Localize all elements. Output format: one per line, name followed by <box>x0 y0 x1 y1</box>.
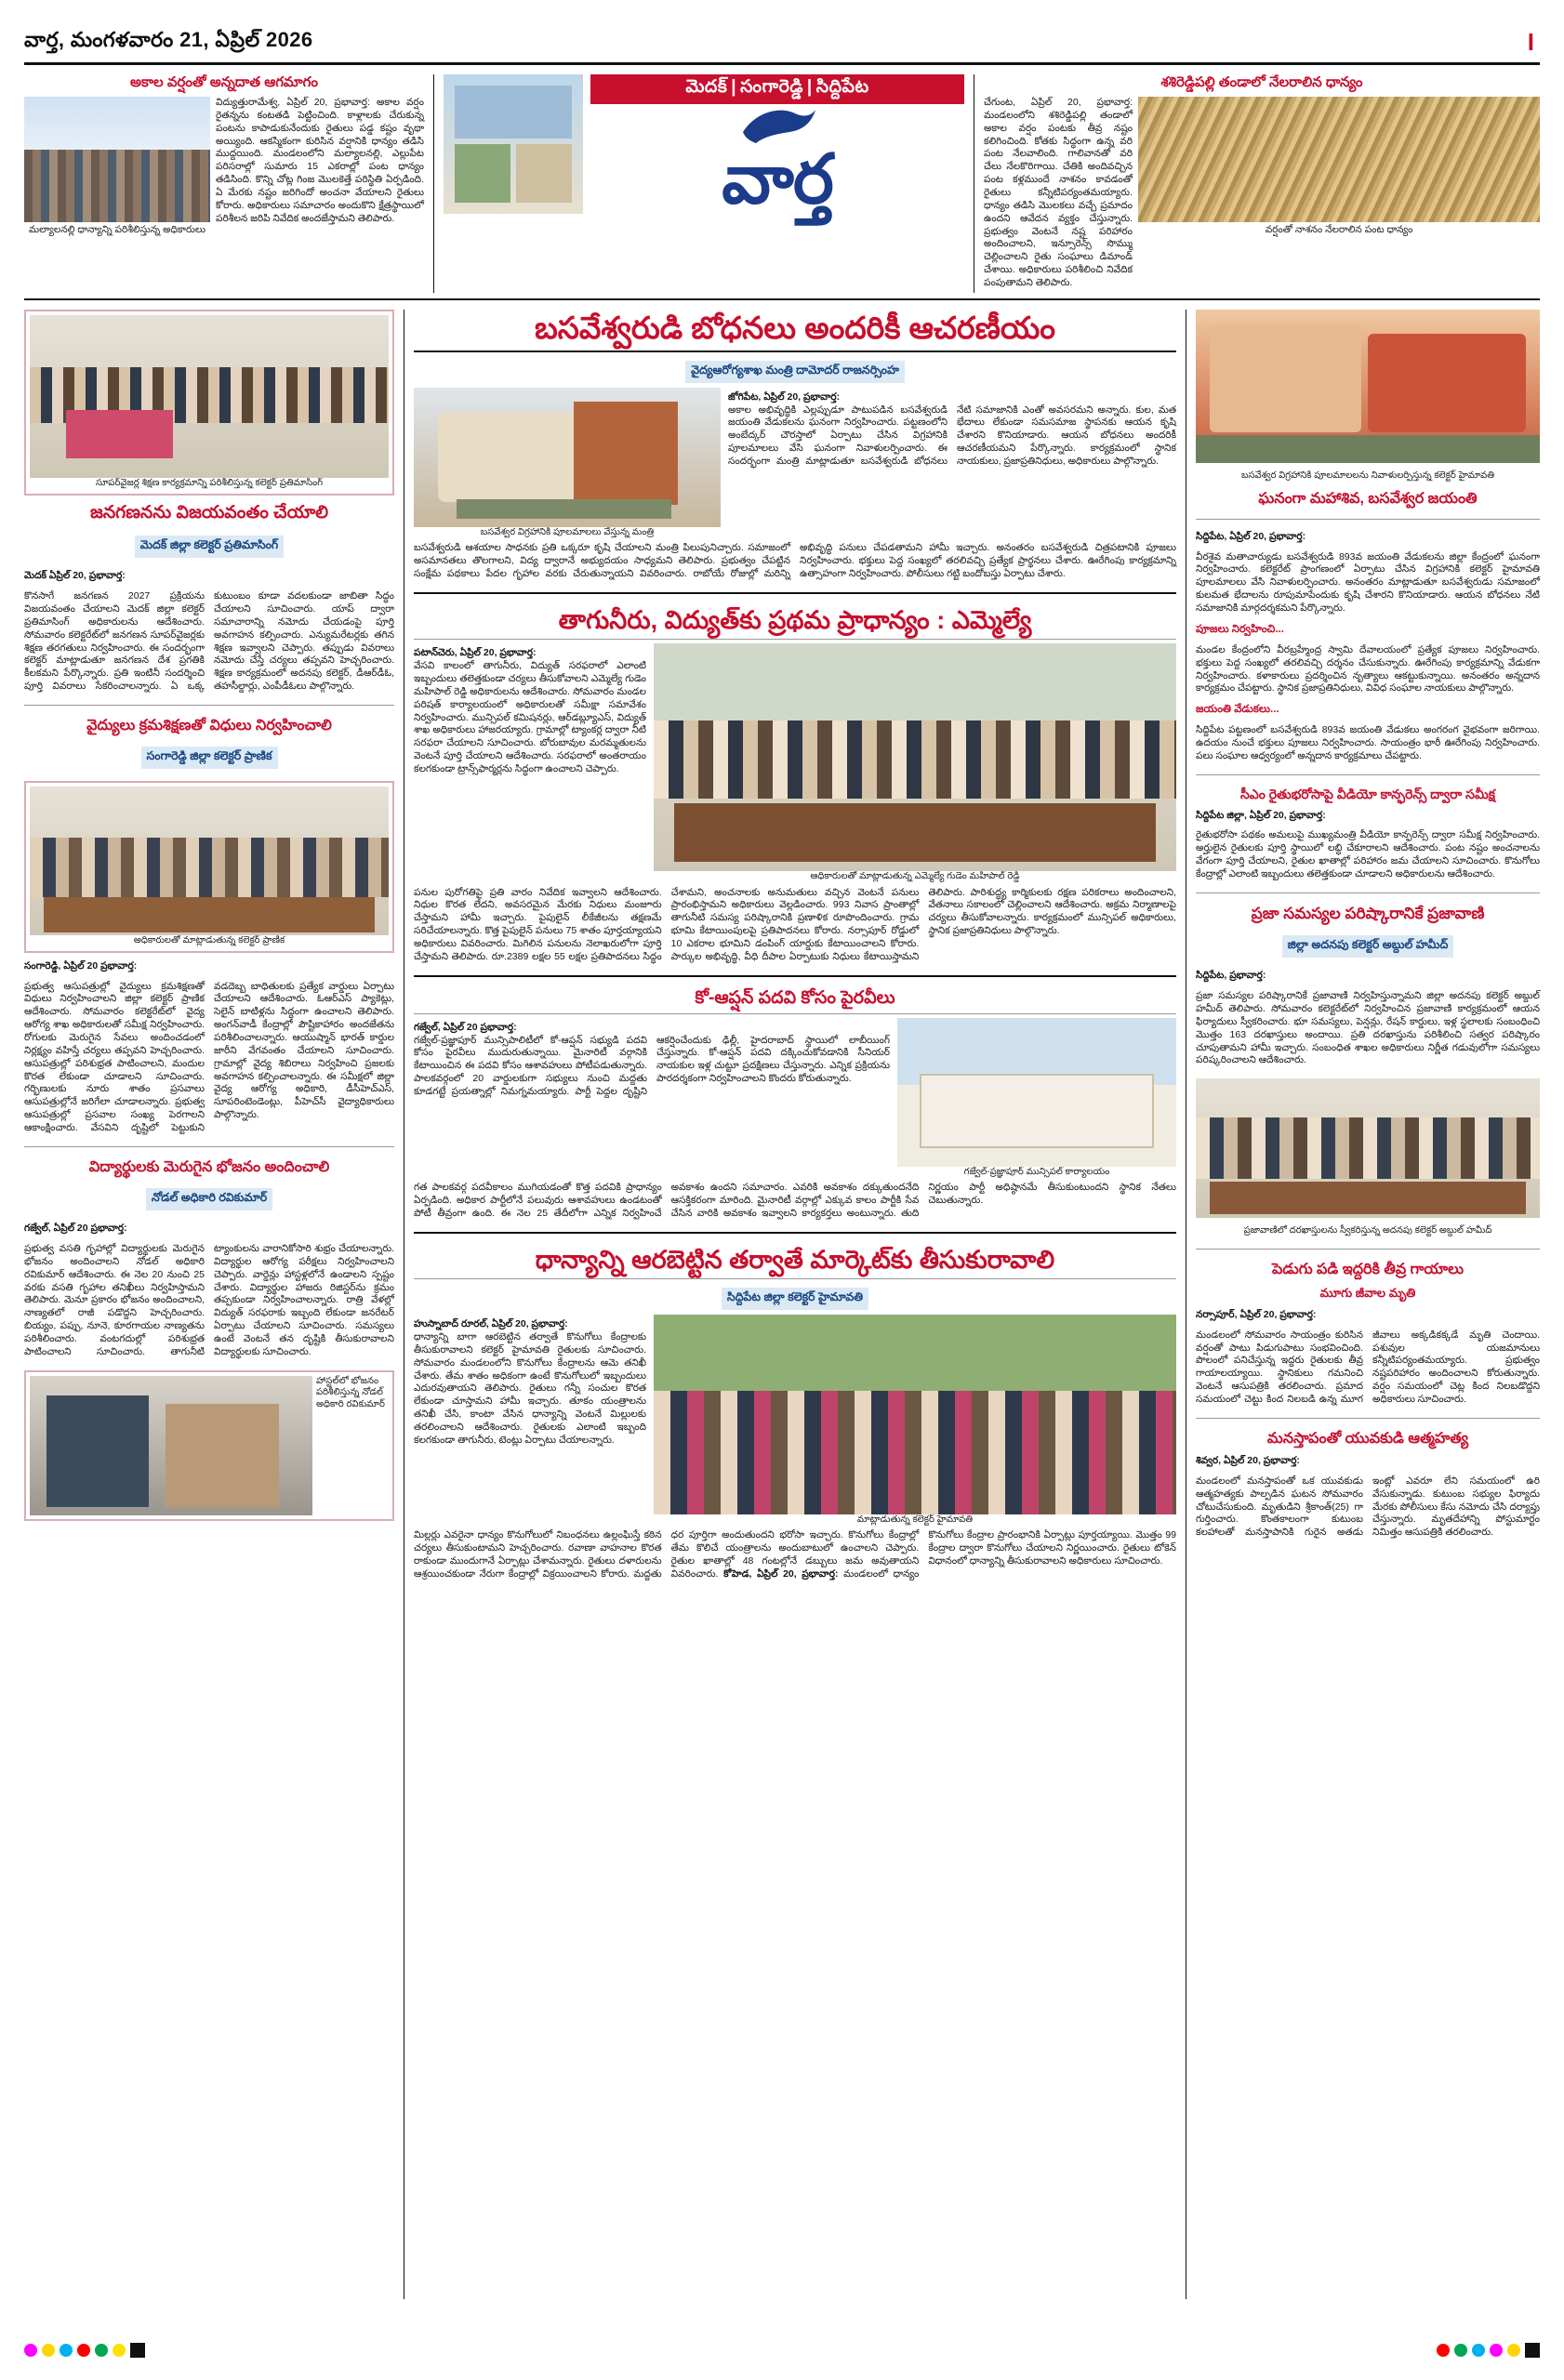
right-item5-body: మండలంలో మనస్తాపంతో ఒక యువకుడు ఆత్మహత్యకు పాల్పడిన ఘటన సోమవారం చోటుచేసుకుంది. మృతుడిని శ్రీకాంత్(25) గా గుర్తించారు. కొంతకాలంగా కుటుంబ కలహాలతో మనస్తాపానికి గురైన అతడు ఇంట్లో ఎవరూ లేని సమయంలో ఉరి వేసుకున్నాడు. కుటుంబ సభ్యుల ఫిర్యాదు మేరకు పోలీసులు కేసు నమోదు చేసి దర్యాప్తు చేస్తున్నారు. మృతదేహాన్ని పోస్టుమార్టం నిమిత్తం ఆసుపత్రికి తరలించారు. <box>1196 1474 1540 1539</box>
water-power-body-2: పనుల పురోగతిపై ప్రతి వారం నివేదిక ఇవ్వాలని ఆదేశించారు. నిధుల కొరత లేదని, అవసరమైన మేరకు నిధులు మంజూరు చేస్తామని హామీ ఇచ్చారు. పైపులైన్ లీకేజీలను తక్షణమే సరిచేయాలన్నారు. కొత్త పైపులైన్ పనులు 75 శాతం పూర్తయ్యాయని అధికారులు వివరించారు. మిగిలిన పనులను నెలాఖరులోగా పూర్తి చేస్తామని తెలిపారు. రూ.2389 లక్షల 55 లక్షల ప్రతిపాదనలు సిద్ధం చేశామని, అంచనాలకు అనుమతులు వచ్చిన వెంటనే పనులు ప్రారంభిస్తామని అధికారులు వెల్లడించారు. 993 నివాస ప్రాంతాల్లో తాగునీటి సమస్య పరిష్కారానికి ప్రణాళిక రూపొందించారు. <box>414 886 920 962</box>
right-item5-headline: మనస్తాపంతో యువకుడి ఆత్మహత్య <box>1266 1430 1469 1447</box>
masthead-bar <box>24 28 1540 65</box>
photo-collector-meeting <box>30 787 389 935</box>
water-power-dateline: పటాన్‌చెరు, ఏప్రిల్ 20, ప్రభావార్త: <box>414 647 537 659</box>
cooption-body-1: గజ్వేల్-ప్రజ్ఞాపూర్ మున్సిపాలిటీలో కో-ఆప్షన్ సభ్యుడి పదవి కోసం పైరవీలు ముదురుతున్నాయి. మైనారిటీ వర్గానికి కేటాయించిన ఈ పదవి కోసం ఆశావహులు పోటీపడుతున్నారు. పాలకవర్గంలో 20 వార్డులకుగా సభ్యులు నుంచి మద్దతు కూడగట్టే ప్రయత్నాల్లో నిమగ్నమయ్యారు. పార్టీ పెద్దల దృష్టిని ఆకర్షించేందుకు ఢిల్లీ, హైదరాబాద్ స్థాయిలో లాబీయింగ్ చేస్తున్నారు. కో-ఆప్షన్ పదవి దక్కించుకోవడానికి సీనియర్ నాయకుల ఇళ్ల చుట్టూ ప్రదక్షిణలు చేస్తున్నారు. ఎన్నిక ప్రక్రియను పారదర్శకంగా నిర్వహించాలని కొందరు కోరుతున్నారు. <box>414 1034 890 1097</box>
left-item2-body: ప్రభుత్వ ఆసుపత్రుల్లో వైద్యులు క్రమశిక్షణతో విధులు నిర్వహించాలని జిల్లా కలెక్టర్ ప్రాణిక ఆదేశించారు. సోమవారం కలెక్టరేట్‌లో వైద్య ఆరోగ్య శాఖ అధికారులతో సమీక్ష నిర్వహించారు. రోగులకు మెరుగైన సేవలు అందించడంలో నిర్లక్ష్యం వహిస్తే చర్యలు తప్పవని హెచ్చరించారు. ఆసుపత్రుల్లో పరిశుభ్రత పాటించాలని, మందుల కొరత లేకుండా చూడాలని సూచించారు. గర్భిణులకు నూరు శాతం ప్రసవాలు ఆసుపత్రుల్లోనే జరిగేలా చూడాలన్నారు. ప్రభుత్వ ఆసుపత్రుల్లో ప్రసవాల సంఖ్య పెరగాలని ఆకాంక్షించారు. వేసవిని దృష్టిలో పెట్టుకుని వడదెబ్బ బాధితులకు ప్రత్యేక వార్డులు ఏర్పాటు చేయాలని ఆదేశించారు. ఓఆర్‌ఎస్ ప్యాకెట్లు, సెలైన్ బాటిళ్లను సిద్ధంగా ఉంచాలని తెలిపారు. అంగన్‌వాడీ కేంద్రాల్లో పౌష్టికాహారం అందజేతను పరిశీలించాలన్నారు. ఆయుష్మాన్ భారత్ కార్డుల జారీని వేగవంతం చేయాలని సూచించారు. గ్రామాల్లో వైద్య శిబిరాలు నిర్వహించి ప్రజలకు అవగాహన కల్పించాలన్నారు. ఈ సమీక్షలో జిల్లా వైద్య ఆరోగ్య అధికారి, డీసీహెచ్‌ఎస్, సూపరింటెండెంట్లు, పీహెచ్‌సీ వైద్యాధికారులు పాల్గొన్నారు. <box>24 980 394 1134</box>
left-item2-headline: వైద్యులు క్రమశిక్షణతో విధులు నిర్వహించాలి <box>86 718 332 734</box>
header-story-left <box>24 74 424 293</box>
edition-siddipet: సిద్దిపేట <box>815 77 869 97</box>
registration-left <box>24 2343 145 2358</box>
right-item3-dateline: సిద్దిపేట, ప్రభావార్త: <box>1196 970 1266 982</box>
article-water-power <box>414 605 1176 964</box>
right-column <box>1196 310 1540 2299</box>
edition-band: మెదక్ | సంగారెడ్డి | సిద్దిపేట <box>590 74 964 104</box>
right-item1-body3: సిద్దిపేట పట్టణంలో బసవేశ్వరుడి 893వ జయంతి వేడుకలు అంగరంగ వైభవంగా జరిగాయి. ఉదయం నుంచే భక్తులు పూజలు నిర్వహించారు. సాయంత్రం భారీ ఊరేగింపు నిర్వహించారు. పలు సంఘాల ఆధ్వర్యంలో అన్నదాన కార్యక్రమాలు చేపట్టారు. <box>1196 724 1540 761</box>
right-item1-subhead2: జయంతి వేడుకలు... <box>1196 704 1279 716</box>
photo-supervisors-training <box>30 315 389 478</box>
header-left-headline: అకాల వర్షంతో అన్నదాత ఆగమాగం <box>130 74 318 90</box>
header-right-body: చేగుంట, ఏప్రిల్ 20, ప్రభావార్త: మండలంలోని శశిరెడ్డిపల్లి తండాలో అకాల వర్షం పంటకు తీవ్ర నష్టం కలిగించింది. కోతకు సిద్ధంగా ఉన్న వరి పంట నేలవాలింది. గాలివానతో వరి చేలు నేలకొరిగాయి. చేతికి అందివచ్చిన పంట కళ్లముందే నాశనం కావడంతో రైతులు కన్నీటిపర్యంతమయ్యారు. ధాన్యం తడిసి మొలకలు వచ్చే ప్రమాదం ఉందని ఆవేదన వ్యక్తం చేస్తున్నారు. ప్రభుత్వం వెంటనే నష్ట పరిహారం అందించాలని, ఇన్సూరెన్స్ సొమ్ము చెల్లించాలని రైతు సంఘాలు డిమాండ్ చేశాయి. అధికారులు పరిశీలించి నివేదిక పంపుతామని తెలిపారు. <box>984 97 1133 289</box>
registration-right <box>1437 2343 1540 2358</box>
right-item2-headline: సీఎం రైతుభరోసాపై వీడియో కాన్ఫరెన్స్ ద్వారా సమీక్ష <box>1239 786 1496 801</box>
left-item1-caption: సూపర్‌వైజర్ల శిక్షణ కార్యక్రమాన్ని పరిశీలిస్తున్న కలెక్టర్ ప్రతిమాసింగ్ <box>95 478 324 488</box>
left-item1-dateline: మెదక్ ఏప్రిల్ 20, ప్రభావార్త: <box>24 570 126 582</box>
photo-officials-inspecting-grain <box>24 97 210 222</box>
masthead-logo-text: వార్త <box>722 140 833 218</box>
left-item2-byline: సంగారెడ్డి జిల్లా కలెక్టర్ ప్రాణిక <box>141 747 278 769</box>
dove-logo-icon <box>737 104 817 147</box>
photo-frame-hostel <box>24 1370 394 1521</box>
basaveswara-byline: వైద్యఆరోగ్యశాఖ మంత్రి దామోదర్ రాజనర్సింహ <box>685 361 905 383</box>
photo-frame-training <box>24 310 394 496</box>
right-item3-headline: ప్రజా సమస్యల పరిష్కారానికే ప్రజావాణి <box>1251 904 1485 922</box>
header-left-body: విద్యుత్తురామేశ్వ, ఏప్రిల్ 20, ప్రభావార్త: అకాల వర్షం రైతన్నను కంటతడి పెట్టించింది. కాళ్లాలకు చేరుకున్న పంటను కాపాడుకునేందుకు రైతులు పడ్డ కష్టం వృథా అయ్యింది. ఆకస్మికంగా కురిసిన వర్షానికి ధాన్యం తడిసి ముద్దయింది. మండలంలోని మల్యాలనల్లి, ఎల్లుపేట పరిసరాల్లో సుమారు 15 ఎకరాల్లో పంట ధాన్యం తడిసింది. కొన్ని చోట్ల గింజ మొలకెత్తే పరిస్థితి ఏర్పడింది. ఏ మేరకు నష్టం జరిగిందో అంచనా వేయాలని రైతులు కోరారు. అధికారులు సమాచారం అందుకొని క్షేత్రస్థాయిలో పరిశీలన జరిపి నివేదిక అందజేస్తామని తెలిపారు. <box>216 97 424 224</box>
registration-marks <box>24 2343 1540 2358</box>
right-item4-subhead: మూగు జీవాల మృతి <box>1319 1285 1416 1300</box>
header-story-right <box>984 74 1540 293</box>
basaveswara-caption: బసవేశ్వర విగ్రహానికి పూలమాలలు వేస్తున్న మంత్రి <box>480 526 655 537</box>
left-item1-headline: జనగణనను విజయవంతం చేయాలి <box>89 502 329 522</box>
photo-prajavani-applications <box>1196 1078 1540 1218</box>
cooption-caption: గజ్వేల్-ప్రజ్ఞాపూర్ మున్సిపల్ కార్యాలయం <box>963 1166 1110 1177</box>
masthead-date: వార్త, మంగళవారం 21, ఏప్రిల్ 2026 <box>24 28 313 51</box>
photo-frame-review <box>24 781 394 953</box>
basaveswara-body-1: అకాల అభివృద్ధికి ఎల్లప్పుడూ పాటుపడిన బసవేశ్వరుడి జయంతి వేడుకలను ఘనంగా నిర్వహించారు. పట్టణంలోని అంబేద్కర్ చౌరస్తాలో ఏర్పాటు చేసిన విగ్రహానికి పూలమాలలు వేసి ఘనంగా నివాళులర్పించారు. ఈ సందర్భంగా మంత్రి మాట్లాడుతూ బసవేశ్వరుడి బోధనలు నేటి సమాజానికి ఎంతో అవసరమని అన్నారు. కుల, మత భేదాలు లేకుండా సమసమాజ స్థాపనకు ఆయన కృషి చేశారని కొనియాడారు. ఆయన బోధనలు అందరికీ ఆచరణీయమని పేర్కొన్నారు. కార్యక్రమంలో స్థానిక నాయకులు, ప్రజాప్రతినిధులు, అధికారులు పాల్గొన్నారు. <box>728 403 1176 468</box>
left-item1-byline: మెదక్ జిల్లా కలెక్టర్ ప్రతిమాసింగ్ <box>135 536 284 558</box>
right-item4-headline: పెడుగు పడి ఇద్దరికి తీవ్ర గాయాలు <box>1272 1261 1464 1277</box>
left-column <box>24 310 394 2299</box>
left-item3-body: ప్రభుత్వ వసతి గృహాల్లో విద్యార్థులకు మెరుగైన భోజనం అందించాలని నోడల్ అధికారి రవికుమార్ ఆదేశించారు. ఈ నెల 20 నుంచి 25 వరకు వసతి గృహాల తనిఖీలు నిర్వహిస్తామని తెలిపారు. మెనూ ప్రకారం భోజనం అందించాలని, నాణ్యతలో రాజీ పడొద్దని హెచ్చరించారు. బియ్యం, పప్పు, నూనె, కూరగాయల నాణ్యతను పరిశీలించారు. వంటగదుల్లో పరిశుభ్రత పాటించాలని సూచించారు. తాగునీటి ట్యాంకులను వారానికోసారి శుభ్రం చేయాలన్నారు. విద్యార్థుల ఆరోగ్య పరీక్షలు నిర్వహించాలని చెప్పారు. వార్డెన్లు హాస్టళ్లలోనే ఉండాలని స్పష్టం చేశారు. విద్యార్థుల హాజరు రిజిస్టర్‌ను క్రమం తప్పకుండా నిర్వహించాలన్నారు. రాత్రి వేళల్లో విద్యుత్ సరఫరాకు ఇబ్బంది లేకుండా జనరేటర్ ఏర్పాటు చేయాలని సూచించారు. సమస్యలు ఉంటే వెంటనే తన దృష్టికి తీసుకురావాలని విద్యార్థులకు సూచించారు. <box>24 1242 394 1357</box>
header-left-caption: మల్యాలనల్లి ధాన్యాన్ని పరిశీలిస్తున్న అధికారులు <box>29 224 205 235</box>
article-cooption <box>414 988 1176 1221</box>
market-body-2: మిల్లర్లు ఎవరైనా ధాన్యం కొనుగోలులో నిబంధనలు ఉల్లంఘిస్తే కఠిన చర్యలు తీసుకుంటామని హెచ్చరించారు. రవాణా వాహనాల కొరత రాకుండా ముందుగానే ఏర్పాట్లు చేశామన్నారు. రైతులు దళారులను ఆశ్రయించకుండా నేరుగా కేంద్రాల్లో విక్రయించాలని కోరారు. మద్దతు ధర పూర్తిగా అందుతుందని భరోసా ఇచ్చారు. కొనుగోలు కేంద్రాల్లో తేమ కొలిచే యంత్రాలను అందుబాటులో ఉంచాలని చెప్పారు. రైతుల ఖాతాల్లో 48 గంటల్లోనే డబ్బులు జమ అవుతాయని వివరించారు. <box>414 1529 920 1580</box>
water-power-caption: ఆధికారులతో మాట్లాడుతున్న ఎమ్మెల్యే గుడెం మహిపాల్ రెడ్డి <box>810 871 1020 882</box>
market-body-3: మండలంలో ధాన్యం కొనుగోలు కేంద్రాల ప్రారంభానికి ఏర్పాట్లు పూర్తయ్యాయి. మొత్తం 99 కేంద్రాల ద్వారా కొనుగోలు చేయాలని నిర్ణయించారు. రైతులు టోకెన్ విధానంలో ధాన్యాన్ని తీసుకురావాలని అధికారులు సూచించారు. <box>843 1529 1176 1580</box>
right-item1-dateline: సిద్దిపేట, ఏప్రిల్ 20, ప్రభావార్త: <box>1196 530 1306 542</box>
masthead-logo-block <box>444 74 964 293</box>
left-item3-byline: నోడల్ అధికారి రవికుమార్ <box>146 1188 272 1210</box>
right-item2-dateline: సిద్దిపేట జిల్లా, ఏప్రిల్ 20, ప్రభావార్త: <box>1196 809 1326 821</box>
right-item1-body: వీరశైవ మతాచార్యుడు బసవేశ్వరుడి 893వ జయంతి వేడుకలను జిల్లా కేంద్రంలో ఘనంగా నిర్వహించారు. కలెక్టరేట్ ప్రాంగణంలో ఏర్పాటు చేసిన విగ్రహానికి కలెక్టర్ హైమావతి పూలమాలలు వేసి నివాళులర్పించారు. అనంతరం మాట్లాడుతూ బసవేశ్వరుడు సమాజంలో కులమత భేదాలను రూపుమాపేందుకు కృషి చేశారని కొనియాడారు. ఆయన బోధనలు నేటి సమాజానికి మార్గదర్శకమని పేర్కొన్నారు. <box>1196 550 1540 614</box>
cooption-body-2: గత పాలకవర్గ పదవీకాలం ముగియడంతో కొత్త పదవికి ప్రాధాన్యం ఏర్పడింది. అధికార పార్టీలోనే పలువురు ఆశావహులు ఉండటంతో పోటీ తీవ్రంగా ఉంది. ఈ నెల 25 తేదీలోగా ఎన్నిక నిర్వహించే అవకాశం ఉందని సమాచారం. ఎవరికి అవకాశం దక్కుతుందనేది ఆసక్తికరంగా మారింది. మైనారిటీ వర్గాల్లో ఎక్కువ కాలం పార్టీకి సేవ చేసిన వారికి అవకాశం ఇవ్వాలని కార్యకర్తలు అంటున్నారు. తుది నిర్ణయం పార్టీ అధిష్ఠానమే తీసుకుంటుందని స్థానిక నేతలు చెబుతున్నారు. <box>414 1182 1176 1219</box>
header-right-caption: వర్షంతో నాశనం నేలరాలిన పంట ధాన్యం <box>1265 224 1413 235</box>
market-byline: సిద్దిపేట జిల్లా కలెక్టర్ హైమావతి <box>722 1288 868 1310</box>
right-item3-body: ప్రజా సమస్యల పరిష్కారానికే ప్రజావాణి నిర్వహిస్తున్నామని జిల్లా అదనపు కలెక్టర్ అబ్దుల్ హమీద్ తెలిపారు. సోమవారం కలెక్టరేట్‌లో నిర్వహించిన ప్రజావాణి కార్యక్రమంలో ఆయన ఫిర్యాదులు స్వీకరించారు. భూ సమస్యలు, పెన్షన్లు, రేషన్ కార్డులు, ఇళ్ల స్థలాలకు సంబంధించి మొత్తం 163 దరఖాస్తులు అందాయి. ప్రతి దరఖాస్తును పరిశీలించి సత్వర పరిష్కారం చూపుతామని హామీ ఇచ్చారు. సంబంధిత శాఖల అధికారులు నిర్ణీత గడువులోగా సమస్యలు పరిష్కరించాలని ఆదేశించారు. <box>1196 990 1540 1066</box>
right-item5-dateline: శివ్వర, ఏప్రిల్ 20, ప్రభావార్త: <box>1196 1455 1300 1467</box>
market-dateline: హుస్నాబాద్ రూరల్, ఏప్రిల్ 20, ప్రభావార్త: <box>414 1317 568 1329</box>
edition-medak: మెదక్ <box>685 77 728 97</box>
right-item3-byline: జిల్లా అదనపు కలెక్టర్ అబ్దుల్ హమీద్ <box>1282 935 1454 958</box>
photo-collector-at-market <box>654 1315 1176 1514</box>
cooption-headline: కో-ఆప్షన్ పదవి కోసం పైరవీలు <box>695 987 895 1008</box>
middle-column <box>414 310 1176 2299</box>
photo-basaveswara-statue-garlanding <box>414 388 721 527</box>
right-item1-headline: ఘనంగా మహాశివ, బసవేశ్వర జయంతి <box>1258 490 1478 507</box>
basaveswara-dateline: జోగిపేట, ఏప్రిల్ 20, ప్రభావార్త: <box>728 390 841 403</box>
page-number: I <box>1527 28 1534 56</box>
left-item2-caption: అధికారులతో మాట్లాడుతున్న కలెక్టర్ ప్రాణిక <box>133 935 285 946</box>
market-extra-dateline: కోహెడ, ఏప్రిల్ 20, ప్రభావార్త: <box>723 1568 839 1580</box>
photo-temple-collage <box>444 74 583 214</box>
photo-basaveswara-jayanti-procession <box>1196 310 1540 463</box>
left-item1-body: కొనసాగే జనగణన 2027 ప్రక్రియను విజయవంతం చేయాలని మెదక్ జిల్లా కలెక్టర్ ప్రతిమాసింగ్ అధికారులను ఆదేశించారు. సోమవారం కలెక్టరేట్‌లో జనగణన సూపర్‌వైజర్లకు శిక్షణ తరగతులు నిర్వహించారు. ఈ సందర్భంగా కలెక్టర్ మాట్లాడుతూ జనగణన దేశ ప్రగతికి కీలకమని పేర్కొన్నారు. ప్రతి ఇంటినీ సందర్శించి పూర్తి వివరాలు సేకరించాలన్నారు. ఏ ఒక్క కుటుంబం కూడా వదలకుండా జాబితా సిద్ధం చేయాలని సూచించారు. యాప్ ద్వారా సమాచారాన్ని నమోదు చేయడంపై పూర్తి అవగాహన కల్పించారు. ఎన్యుమరేటర్లకు తగిన శిక్షణ ఇవ్వాలని చెప్పారు. తప్పుడు వివరాలు నమోదు చేస్తే చర్యలు తప్పవని హెచ్చరించారు. శిక్షణ కార్యక్రమంలో అదనపు కలెక్టర్, డీఆర్‌డీఓ, తహసీల్దార్లు, ఎంపీడీఓలు పాల్గొన్నారు. <box>24 590 394 693</box>
right-item3-caption: ప్రజావాణిలో దరఖాస్తులను స్వీకరిస్తున్న అదనపు కలెక్టర్ అబ్దుల్ హమీద్ <box>1243 1225 1492 1236</box>
market-headline: ధాన్యాన్ని ఆరబెట్టిన తర్వాతే మార్కెట్‌కు తీసుకురావాలి <box>535 1245 1055 1274</box>
right-item4-body: మండలంలో సోమవారం సాయంత్రం కురిసిన వర్షంతో పాటు పిడుగుపాటు సంభవించింది. పొలంలో పనిచేస్తున్న ఇద్దరు రైతులకు తీవ్ర గాయాలయ్యాయి. స్థానికులు గమనించి వెంటనే ఆసుపత్రికి తరలించారు. ప్రమాద సమయంలో చెట్టు కింద నిలబడి ఉన్న మూగ జీవాలు అక్కడికక్కడే మృతి చెందాయి. పశువుల యజమానులు కన్నీటిపర్యంతమయ్యారు. ప్రభుత్వం నష్టపరిహారం అందించాలని కోరుతున్నారు. వర్షం సమయంలో చెట్ల కింద నిలబడొద్దని అధికారులు సూచించారు. <box>1196 1329 1540 1405</box>
water-power-body-3: గ్రామ భూమి కేటాయింపులపై ప్రతిపాదనలు కోరారు. నర్సాపూర్ రోడ్డులో 10 ఎకరాల భూమిని డంపింగ్ యార్డుకు కేటాయించాలని కోరారు. పార్కుల అభివృద్ధి, వీధి దీపాల ఏర్పాటుకు నిధులు కేటాయిస్తామని తెలిపారు. పారిశుద్ధ్య కార్మికులకు రక్షణ పరికరాలు అందించాలని, వేతనాలు సకాలంలో చెల్లించాలని ఆదేశించారు. అక్రమ నిర్మాణాలపై చర్యలు తీసుకోవాలన్నారు. కార్యక్రమంలో మున్సిపల్ అధికారులు, స్థానిక ప్రజాప్రతినిధులు పాల్గొన్నారు. <box>670 886 1176 962</box>
left-item3-caption: హాస్టల్‌లో భోజనం పరిశీలిస్తున్న నోడల్ అధికారి రవికుమార్ <box>316 1375 385 1409</box>
photo-fallen-paddy <box>1138 97 1540 222</box>
photo-municipal-office <box>897 1018 1176 1167</box>
market-caption: మాట్లాడుతున్న కలెక్టర్ హైమావతి <box>856 1514 974 1525</box>
basaveswara-headline: బసవేశ్వరుడి బోధనలు అందరికీ ఆచరణీయం <box>534 311 1056 345</box>
header-right-headline: శశిరెడ్డిపల్లి తండాలో నేలరాలిన ధాన్యం <box>1160 74 1363 90</box>
header-band <box>24 74 1540 293</box>
edition-sangareddy: సంగారెడ్డి <box>740 77 803 97</box>
left-item3-dateline: గజ్వేల్, ఏప్రిల్ 20 ప్రభావార్త: <box>24 1223 127 1235</box>
right-item1-subhead: పూజలు నిర్వహించి... <box>1196 623 1284 635</box>
article-market <box>414 1245 1176 1581</box>
cooption-dateline: గజ్వేల్, ఏప్రిల్ 20 ప్రభావార్త: <box>414 1021 517 1033</box>
main-content-grid <box>24 310 1540 2299</box>
basaveswara-body-2: బసవేశ్వరుడి ఆశయాల సాధనకు ప్రతి ఒక్కరూ కృషి చేయాలని మంత్రి పిలుపునిచ్చారు. సమాజంలో అసమానతలు తొలగాలని, విద్య ద్వారానే అభ్యుదయం సాధ్యమని తెలిపారు. ప్రభుత్వం చేపట్టిన సంక్షేమ పథకాలు పేదల గృహాల వరకు చేరుతున్నాయని వివరించారు. రాబోయే రోజుల్లో మరిన్ని అభివృద్ధి పనులు చేపడతామని హామీ ఇచ్చారు. అనంతరం బసవేశ్వరుడి చిత్రపటానికి పూజలు నిర్వహించారు. భక్తులు పెద్ద సంఖ్యలో తరలివచ్చి ప్రత్యేక ప్రార్థనలు చేశారు. ఊరేగింపు కార్యక్రమాన్ని ఉత్సాహంగా నిర్వహించారు. పోలీసులు గట్టి బందోబస్తు ఏర్పాటు చేశారు. <box>414 542 1176 579</box>
article-basaveswara <box>414 310 1176 581</box>
left-item2-dateline: సంగారెడ్డి, ఏప్రిల్ 20 ప్రభావార్త: <box>24 959 138 972</box>
water-power-headline: తాగునీరు, విద్యుత్‌కు ప్రథమ ప్రాధాన్యం : ఎమ్మెల్యే <box>558 605 1032 634</box>
left-item3-headline: విద్యార్థులకు మెరుగైన భోజనం అందించాలి <box>88 1158 330 1175</box>
right-item4-dateline: నర్సాపూర్, ఏప్రిల్ 20, ప్రభావార్త: <box>1196 1308 1317 1320</box>
photo-hostel-inspection <box>30 1376 312 1515</box>
market-body-1: ధాన్యాన్ని బాగా ఆరబెట్టిన తర్వాతే కొనుగోలు కేంద్రాలకు తీసుకురావాలని కలెక్టర్ హైమావతి రైతులకు సూచించారు. సోమవారం మండలంలోని కొనుగోలు కేంద్రాలను ఆమె తనిఖీ చేశారు. తేమ శాతం అధికంగా ఉంటే కొనుగోలులో ఇబ్బందులు ఎదురవుతాయని తెలిపారు. రైతులు గన్నీ సంచుల కొరత లేకుండా చూస్తామని హామీ ఇచ్చారు. తూకం యంత్రాలను తనిఖీ చేసి, కాంటా వేసిన ధాన్యాన్ని వెంటనే మిల్లులకు తరలించాలని ఆదేశించారు. రైతులకు ఎలాంటి ఇబ్బంది కలగకుండా తాగునీరు, టెంట్లు ఏర్పాటు చేయాలన్నారు. <box>414 1330 646 1446</box>
photo-mla-review-meeting <box>654 643 1176 871</box>
right-item2-body: రైతుభరోసా పథకం అమలుపై ముఖ్యమంత్రి వీడియో కాన్ఫరెన్స్ ద్వారా సమీక్ష నిర్వహించారు. అర్హులైన రైతులకు పూర్తి స్థాయిలో లబ్ధి చేకూరాలని ఆదేశించారు. పంట నష్టం అంచనాలను వేగంగా పూర్తి చేయాలని, రైతుల ఖాతాల్లో పరిహారం జమ చేయాలని సూచించారు. కొనుగోలు కేంద్రాల్లో ఎలాంటి ఇబ్బందులు తలెత్తకుండా చూడాలని అధికారులను ఆదేశించారు. <box>1196 829 1540 879</box>
right-item1-body2: మండల కేంద్రంలోని వీరబ్రహ్మేంద్ర స్వామి దేవాలయంలో ప్రత్యేక పూజలు నిర్వహించారు. భక్తులు పెద్ద సంఖ్యలో తరలివచ్చి దర్శనం చేసుకున్నారు. ఊరేగింపు కార్యక్రమాన్ని వేడుకగా నిర్వహించారు. కళాకారులు ప్రదర్శించిన నృత్యాలు ఆకట్టుకున్నాయి. అనంతరం అన్నదాన కార్యక్రమం చేపట్టారు. స్థానిక ప్రజాప్రతినిధులు, వివిధ సంఘాల నాయకులు పాల్గొన్నారు. <box>1196 643 1540 694</box>
water-power-body-1: వేసవి కాలంలో తాగునీరు, విద్యుత్ సరఫరాలో ఎలాంటి ఇబ్బందులు తలెత్తకుండా చర్యలు తీసుకోవాలని ఎమ్మెల్యే గుడెం మహిపాల్ రెడ్డి అధికారులను ఆదేశించారు. సోమవారం మండల పరిషత్ కార్యాలయంలో అధికారులతో సమీక్షా సమావేశం నిర్వహించారు. మున్సిపల్ కమిషనర్లు, ఆర్‌డబ్ల్యూఎస్, విద్యుత్ శాఖ అధికారులు హాజరయ్యారు. గ్రామాల్లో ట్యాంకర్ల ద్వారా నీటి సరఫరా చేయాలని సూచించారు. బోరుబావుల మరమ్మతులను వెంటనే పూర్తి చేయాలని ఆదేశించారు. సరఫరాలో అంతరాయం కలగకుండా ట్రాన్స్‌ఫార్మర్లను సిద్ధంగా ఉంచాలని చెప్పారు. <box>414 660 646 774</box>
right-item1-caption: బసవేశ్వర విగ్రహానికి పూలమాలలను నివాళులర్పిస్తున్న కలెక్టర్ హైమావతి <box>1240 470 1495 481</box>
